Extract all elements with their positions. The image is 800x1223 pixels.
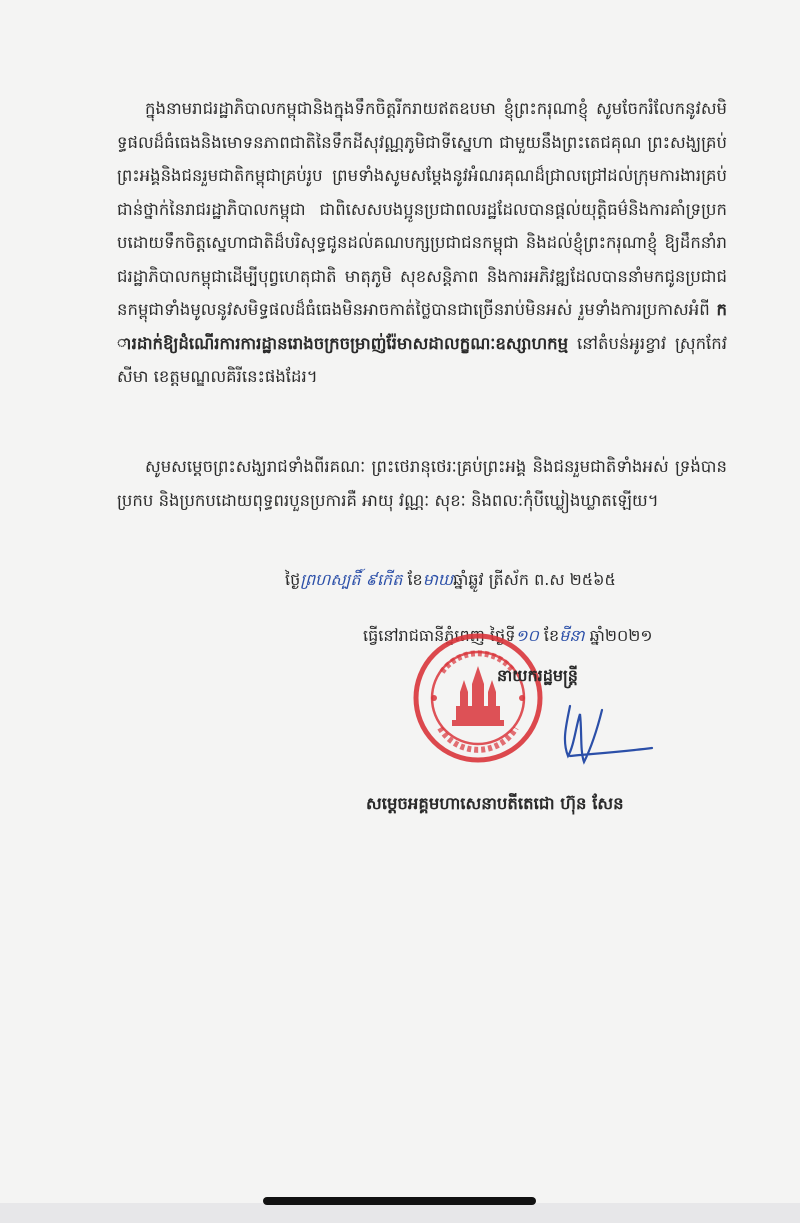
bottom-bar xyxy=(0,1203,800,1223)
signature-icon xyxy=(540,696,660,776)
solar-date-suffix: ឆ្នាំ២០២១ xyxy=(584,626,653,645)
signatory-title: នាយករដ្ឋមន្ត្រី xyxy=(497,666,578,685)
lunar-date-suffix: ឆ្នាំឆ្លូវ ត្រីស័ក ព.ស ២៥៦៥ xyxy=(453,570,616,589)
solar-date-prefix: ធ្វើនៅរាជធានីភ្នំពេញ ថ្ងៃទី xyxy=(363,626,516,645)
letter-paragraph-blessing: សូមសម្តេចព្រះសង្ឃរាជទាំងពីរគណៈ ព្រះថេរានុថេរៈគ្រប់ព្រះអង្គ និងជនរួមជាតិទាំងអស់ ទ្រង់បានប្រកប និងប្រកបដោយពុទ្ធពរបួនប្រការគឺ អាយុ វណ្ណៈ សុខៈ និងពលៈកុំបីឃ្លៀងឃ្លាតឡើយ។ xyxy=(117,457,727,510)
signatory-name: សម្តេចអគ្គមហាសេនាបតីតេជោ ហ៊ុន សែន xyxy=(366,794,624,813)
solar-month-handwritten: មីនា xyxy=(559,626,585,645)
solar-month-label: ខែ xyxy=(538,626,560,645)
lunar-date-line xyxy=(285,568,616,592)
paragraph-main-tail: នៅតំបន់អូរខ្វាវ ស្រុកកែវសីមា ខេត្តមណ្ឌលគិរីនេះផងដែរ។ xyxy=(117,333,727,386)
paragraph-main-text: ក្នុងនាមរាជរដ្ឋាភិបាលកម្ពុជានិងក្នុងទឹកចិត្តរីករាយឥតឧបមា ខ្ញុំព្រះករុណាខ្ញុំ សូមចែករំលែកនូវសមិទ្ធផលដ៏ធំធេងនិងមោទនភាពជាតិនៃទឹកដីសុវណ្ណភូមិជាទីស្នេហា ជាមួយនឹងព្រះតេជគុណ ព្រះសង្ឃគ្រប់ព្រះអង្គនិងជនរួមជាតិកម្ពុជាគ្រប់រូប ព្រមទាំងសូមសម្តែងនូវអំណរគុណដ៏ជ្រាលជ្រៅដល់ក្រុមការងារគ្រប់ជាន់ថ្នាក់នៃរាជរដ្ឋាភិបាលកម្ពុជា ជាពិសេសបងប្អូនប្រជាពលរដ្ឋដែលបានផ្តល់យុត្តិធម៌និងការគាំទ្រប្រកបដោយទឹកចិត្តស្នេហាជាតិដ៏បរិសុទ្ធជូនដល់គណបក្សប្រជាជនកម្ពុជា និងដល់ខ្ញុំព្រះករុណាខ្ញុំ ឱ្យដឹកនាំរាជរដ្ឋាភិបាលកម្ពុជាដើម្បីបុព្វហេតុជាតិ មាតុភូមិ សុខសន្តិភាព និងការអភិវឌ្ឍដែលបាននាំមកជូនប្រជាជនកម្ពុជាទាំងមូលនូវសមិទ្ធផលដ៏ធំធេងមិនអាចកាត់ថ្លៃបានជាច្រើនរាប់មិនអស់ រួមទាំងការប្រកាសអំពី xyxy=(117,99,727,319)
gold-refinery-announcement: ការដាក់ឱ្យដំណើរការការដ្ឋានរោងចក្រចម្រាញ់រ៉ែមាសដាលក្ខណៈឧស្សាហកម្ម xyxy=(117,300,727,353)
lunar-month-label: ខែ xyxy=(402,570,423,589)
home-indicator[interactable] xyxy=(263,1197,536,1205)
solar-day-handwritten: ១០ xyxy=(515,626,539,645)
official-seal-icon xyxy=(412,632,544,764)
lunar-month-handwritten: មាឃ xyxy=(422,570,454,589)
lunar-date-prefix: ថ្ងៃ xyxy=(285,570,301,589)
letter-paragraph-main xyxy=(117,92,727,394)
lunar-day-handwritten: ព្រហស្បតិ៍ ៩កើត xyxy=(300,570,403,589)
